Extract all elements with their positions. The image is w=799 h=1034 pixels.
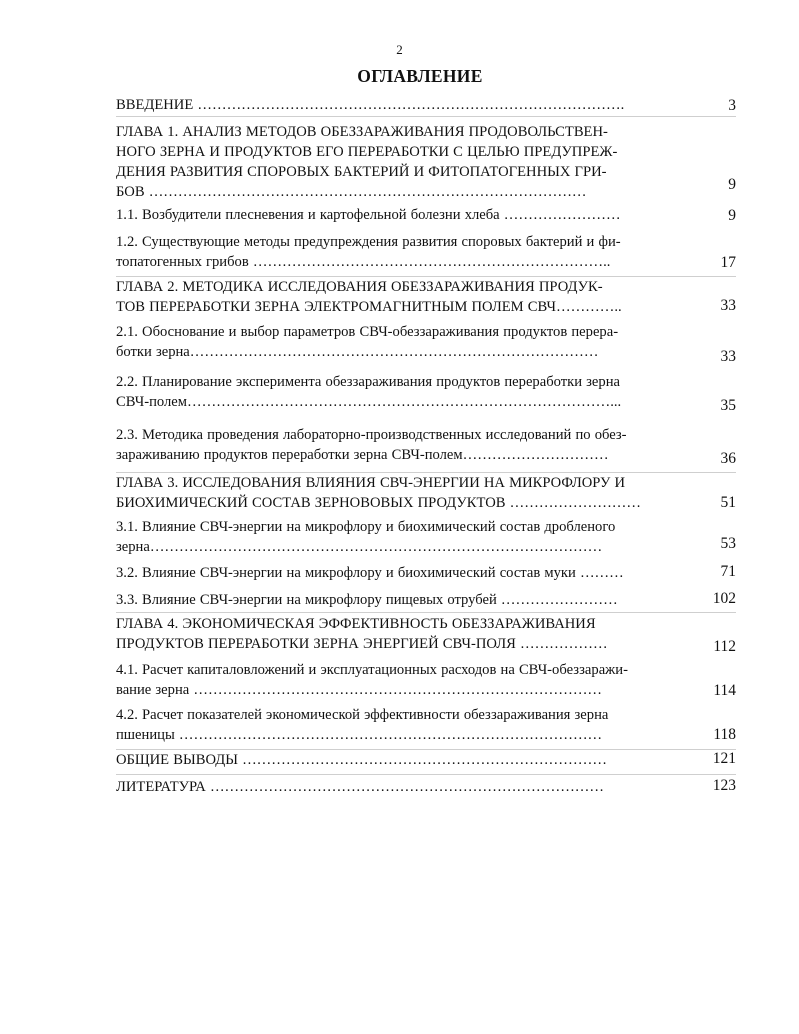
toc-page-number: 114: [713, 682, 736, 699]
toc-page-number: 36: [720, 450, 736, 467]
toc-entry-title: [116, 563, 694, 583]
toc-line: 1.2. Существующие методы предупреждения развития споровых бактерий и фи-: [116, 234, 621, 250]
toc-line: зерна…………………………………………………………………………………: [116, 539, 603, 555]
toc-page-number: 123: [712, 777, 736, 794]
toc-entry-title: [116, 660, 694, 700]
toc-line: 1.1. Возбудители плесневения и картофельной болезни хлеба ……………………: [116, 207, 621, 223]
toc-line: ГЛАВА 4. ЭКОНОМИЧЕСКАЯ ЭФФЕКТИВНОСТЬ ОБЕЗЗАРАЖИВАНИЯ: [116, 616, 596, 632]
toc-entry-title: [116, 322, 694, 362]
toc-page-number: 118: [713, 726, 736, 743]
toc-line: ЛИТЕРАТУРА ………………………………………………………………………: [116, 779, 604, 795]
toc-line: НОГО ЗЕРНА И ПРОДУКТОВ ЕГО ПЕРЕРАБОТКИ С ЦЕЛЬЮ ПРЕДУПРЕЖ-: [116, 144, 618, 160]
toc-entry-title: [116, 517, 694, 557]
toc-line: 2.2. Планирование эксперимента обеззараживания продуктов переработки зерна: [116, 374, 620, 390]
toc-entry-title: [116, 425, 694, 465]
toc-line: ТОВ ПЕРЕРАБОТКИ ЗЕРНА ЭЛЕКТРОМАГНИТНЫМ ПОЛЕМ СВЧ…………..: [116, 299, 622, 315]
toc-line: 3.3. Влияние СВЧ-энергии на микрофлору пищевых отрубей ……………………: [116, 592, 618, 608]
toc-line: пшеницы ……………………………………………………………………………: [116, 727, 603, 743]
toc-entry-title: [116, 372, 694, 412]
toc-page-number: 112: [713, 638, 736, 655]
toc-page-number: 3: [728, 97, 736, 114]
toc-entry-title: [116, 705, 694, 745]
divider: [116, 612, 736, 613]
toc-line: вание зерна …………………………………………………………………………: [116, 682, 603, 698]
toc-line: ГЛАВА 3. ИССЛЕДОВАНИЯ ВЛИЯНИЯ СВЧ-ЭНЕРГИИ НА МИКРОФЛОРУ И: [116, 475, 626, 491]
toc-line: зараживанию продуктов переработки зерна СВЧ-полем…………………………: [116, 447, 609, 463]
divider: [116, 774, 736, 775]
toc-line: 3.1. Влияние СВЧ-энергии на микрофлору и биохимический состав дробленого: [116, 519, 616, 535]
toc-line: ГЛАВА 1. АНАЛИЗ МЕТОДОВ ОБЕЗЗАРАЖИВАНИЯ ПРОДОВОЛЬСТВЕН-: [116, 124, 608, 140]
toc-line: 4.2. Расчет показателей экономической эффективности обеззараживания зерна: [116, 707, 609, 723]
toc-line: ДЕНИЯ РАЗВИТИЯ СПОРОВЫХ БАКТЕРИЙ И ФИТОПАТОГЕННЫХ ГРИ-: [116, 164, 607, 180]
toc-entry-title: [116, 122, 694, 202]
toc-entry-title: [116, 232, 694, 272]
toc-line: топатогенных грибов ………………………………………………………………..: [116, 254, 611, 270]
page-number: 2: [396, 42, 403, 57]
toc-page-number: 33: [720, 297, 736, 314]
toc-page-number: 102: [712, 590, 736, 607]
toc-page-number: 53: [720, 535, 736, 552]
page-title: ОГЛАВЛЕНИЕ: [357, 66, 483, 86]
toc-line: ботки зерна…………………………………………………………………………: [116, 344, 599, 360]
toc-page-number: 17: [720, 254, 736, 271]
toc-entry-title: [116, 95, 694, 115]
toc-line: ОБЩИЕ ВЫВОДЫ …………………………………………………………………: [116, 752, 607, 768]
toc-page-number: 35: [720, 397, 736, 414]
toc-entry-title: [116, 590, 694, 610]
divider: [116, 116, 736, 117]
toc-line: ВВЕДЕНИЕ …………………………………………………………………………….: [116, 97, 625, 113]
toc-page-number: 121: [712, 750, 736, 767]
toc-line: ПРОДУКТОВ ПЕРЕРАБОТКИ ЗЕРНА ЭНЕРГИЕЙ СВЧ-ПОЛЯ ………………: [116, 636, 608, 652]
toc-entry-title: [116, 277, 694, 317]
toc-line: СВЧ-полем……………………………………………………………………………...: [116, 394, 622, 410]
toc-page-number: 9: [728, 207, 736, 224]
toc-line: БИОХИМИЧЕСКИЙ СОСТАВ ЗЕРНОВОВЫХ ПРОДУКТОВ ………………………: [116, 495, 641, 511]
toc-line: БОВ ………………………………………………………………………………: [116, 184, 587, 200]
toc-line: 3.2. Влияние СВЧ-энергии на микрофлору и биохимический состав муки ………: [116, 565, 624, 581]
toc-line: ГЛАВА 2. МЕТОДИКА ИССЛЕДОВАНИЯ ОБЕЗЗАРАЖИВАНИЯ ПРОДУК-: [116, 279, 603, 295]
toc-line: 4.1. Расчет капиталовложений и эксплуатационных расходов на СВЧ-обеззаражи-: [116, 662, 628, 678]
toc-entry-title: [116, 777, 694, 797]
toc-entry-title: [116, 750, 694, 770]
toc-entry-title: [116, 473, 694, 513]
toc-line: 2.3. Методика проведения лабораторно-производственных исследований по обез-: [116, 427, 627, 443]
toc-line: 2.1. Обоснование и выбор параметров СВЧ-обеззараживания продуктов перера-: [116, 324, 619, 340]
toc-page-number: 71: [720, 563, 736, 580]
toc-page-number: 9: [728, 176, 736, 193]
toc-page-number: 33: [720, 348, 736, 365]
toc-entry-title: [116, 205, 694, 225]
toc-entry-title: [116, 614, 694, 654]
toc-page-number: 51: [720, 494, 736, 511]
